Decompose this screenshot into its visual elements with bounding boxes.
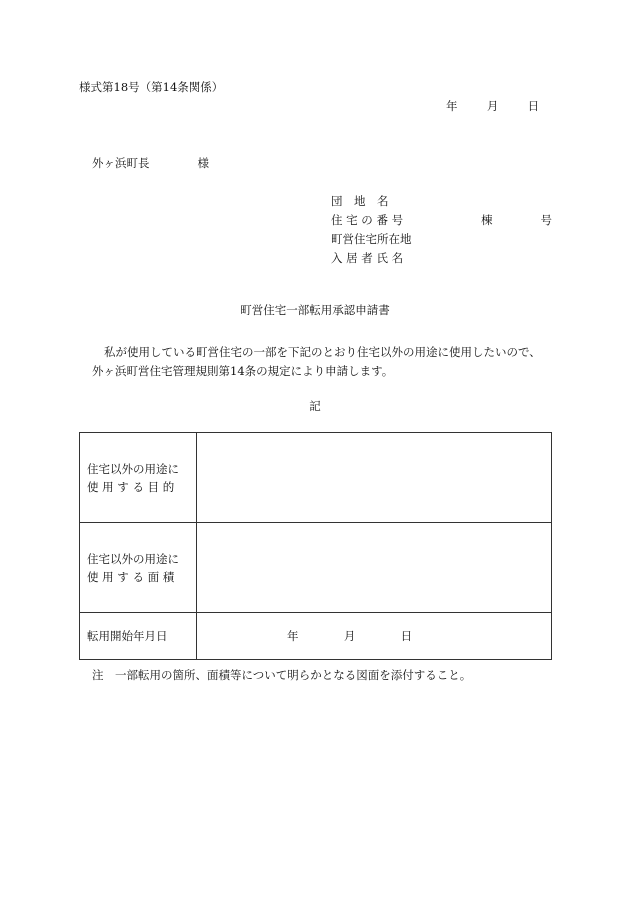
area-value-cell[interactable]: [197, 523, 552, 613]
resident-row: [331, 251, 552, 270]
complex-name-label: 団 地 名: [331, 194, 389, 208]
start-date: [287, 629, 412, 643]
number-unit: 号: [540, 213, 552, 227]
purpose-value-cell[interactable]: [197, 433, 552, 523]
addressee-honorific: 様: [197, 156, 209, 170]
start-month: 月: [343, 629, 356, 643]
addressee-name: 外ヶ浜町長: [92, 156, 150, 170]
details-table: [79, 432, 552, 660]
start-day: 日: [400, 629, 413, 643]
note: 注 一部転用の箇所、面積等について明らかとなる図面を添付すること。: [92, 668, 472, 682]
start-date-label: 転用開始年月日: [80, 613, 197, 660]
start-year: 年: [287, 629, 299, 643]
house-number-label: 住 宅 の 番 号: [331, 213, 404, 227]
body-text: [92, 343, 562, 381]
application-date: [446, 99, 539, 113]
address-row: [331, 232, 552, 251]
complex-name-row: [331, 194, 552, 213]
start-date-value-cell[interactable]: [197, 613, 552, 660]
house-number-row: [331, 213, 552, 232]
form-number: 様式第18号（第14条関係）: [79, 80, 224, 94]
purpose-label: 住宅以外の用途に 使 用 す る 目 的: [80, 433, 197, 523]
body-line-2: 外ヶ浜町営住宅管理規則第14条の規定により申請します。: [92, 364, 394, 378]
address-label: 町営住宅所在地: [331, 232, 412, 246]
building-unit: 棟: [481, 213, 493, 227]
date-month: 月: [486, 99, 499, 113]
date-year: 年: [446, 99, 458, 113]
purpose-row: [80, 433, 552, 523]
resident-label: 入 居 者 氏 名: [331, 251, 404, 265]
document-title: 町営住宅一部転用承認申請書: [240, 303, 390, 317]
ki-heading: 記: [309, 399, 321, 413]
start-date-row: [80, 613, 552, 660]
addressee: [92, 156, 209, 170]
date-day: 日: [527, 99, 540, 113]
area-row: [80, 523, 552, 613]
area-label: 住宅以外の用途に 使 用 す る 面 積: [80, 523, 197, 613]
applicant-info: [331, 194, 552, 270]
body-line-1: 私が使用している町営住宅の一部を下記のとおり住宅以外の用途に使用したいので、: [104, 345, 541, 359]
